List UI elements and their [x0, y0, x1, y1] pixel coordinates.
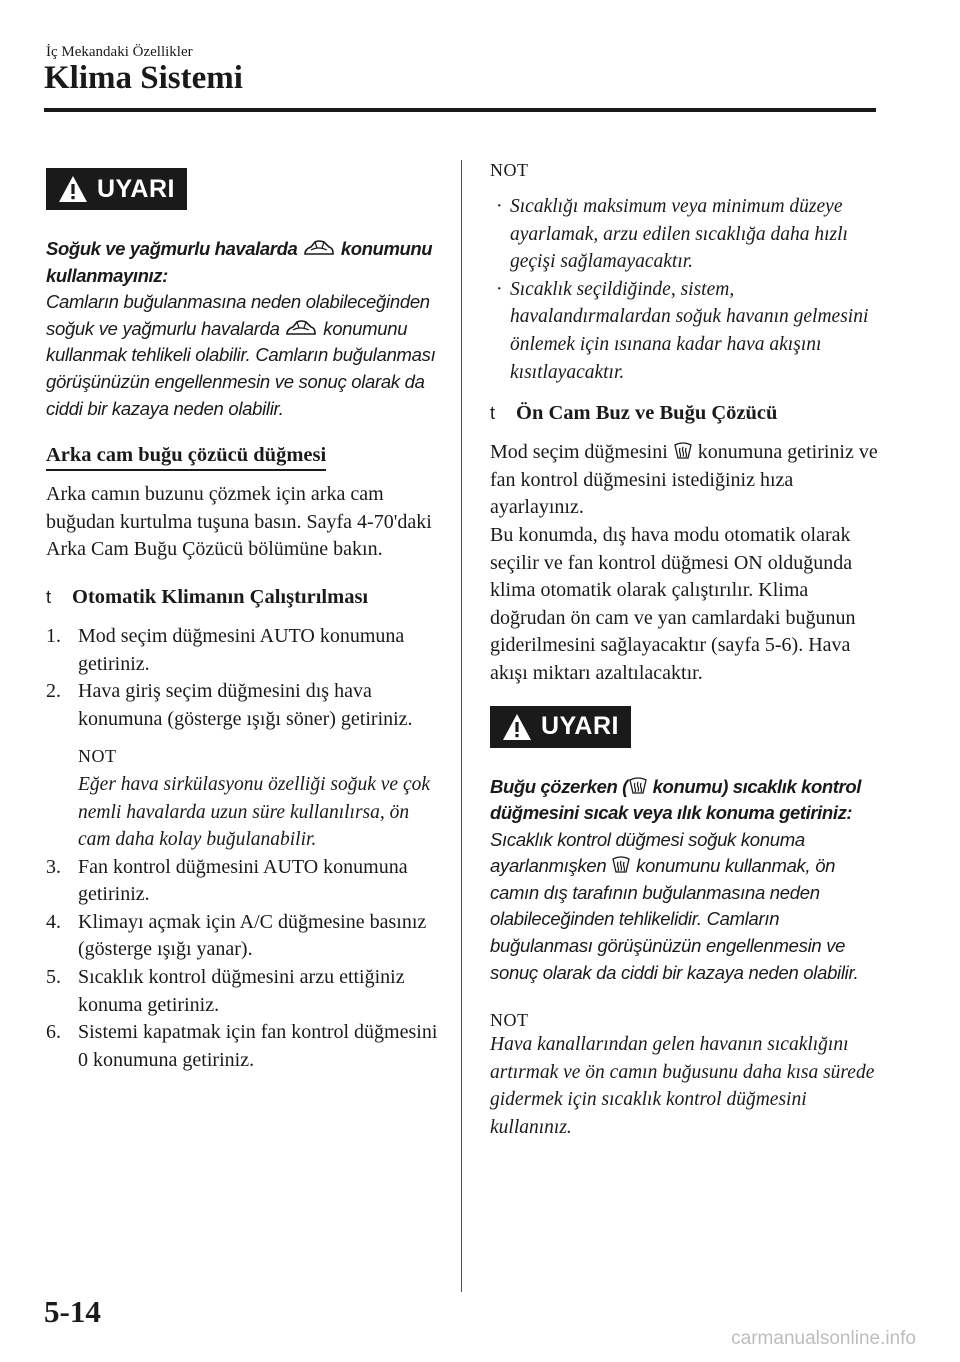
watermark: carmanualsonline.info — [731, 1328, 916, 1349]
warning-block — [46, 236, 438, 422]
rear-defrost-text: Arka camın buzunu çözmek için arka cam buğudan kurtulma tuşuna basın. Sayfa 4-70'daki Arka Cam Buğu Çözücü bölümüne bakın. — [46, 483, 432, 561]
list-item: 4. Klimayı açmak için A/C düğmesine basınız (gösterge ışığı yanar). — [46, 910, 427, 961]
windshield-defrost-heading: t Ön Cam Buz ve Buğu Çözücü — [490, 402, 778, 425]
note-label: NOT — [490, 160, 529, 180]
list-item: · Sıcaklık seçildiğinde, sistem, havalandırmalardan soğuk havanın gelmesini önlemek için ısınana kadar hava akışını kısıtlayacaktır. — [490, 276, 882, 386]
warning-triangle-icon — [502, 713, 532, 741]
section-marker: t — [490, 403, 496, 424]
title-rule — [44, 108, 876, 112]
auto-operation-heading: t Otomatik Klimanın Çalıştırılması — [46, 585, 369, 608]
right-column — [490, 160, 882, 1142]
list-item: 1. Mod seçim düğmesini AUTO konumuna getiriniz. — [46, 624, 405, 675]
warning-text: Camların buğulanmasına neden olabileceğinden soğuk ve yağmurlu havalarda konumunu kullanmak tehlikeli olabilir. Camların buğulanması görüşünüzün engellenmesin ve sonuç olarak da ciddi bir kazaya neden olabilir. — [46, 291, 436, 419]
page-number: 5-14 — [44, 1294, 101, 1329]
section-marker: t — [46, 586, 52, 607]
defrost-icon — [611, 855, 631, 874]
warning-triangle-icon — [58, 175, 88, 203]
windshield-car-icon — [302, 238, 336, 258]
windshield-defrost-text: Mod seçim düğmesini konumuna getiriniz ve fan kontrol düğmesini istediğiniz hıza ayarlayınız. — [490, 441, 878, 519]
windshield-defrost-text-2: Bu konumda, dış hava modu otomatik olarak seçilir ve fan kontrol düğmesi ON olduğunda klima otomatik olarak çalıştırılır. Klima doğrudan ön cam ve yan camlardaki buğunun giderilmesini sağlayacaktır (sayfa 5-6). Hava akışı miktarı azaltılacaktır. — [490, 523, 856, 684]
column-divider — [461, 160, 462, 1292]
warning-heading: Buğu çözerken ( konumu) sıcaklık kontrol düğmesini sıcak veya ılık konuma getiriniz: — [490, 775, 861, 824]
list-item: · Sıcaklığı maksimum veya minimum düzeye ayarlamak, arzu edilen sıcaklığa daha hızlı geçişi sağlamayacaktır. — [490, 193, 882, 276]
note-list — [490, 193, 882, 386]
defrost-icon — [673, 441, 693, 460]
warning-badge-label: UYARI — [541, 712, 619, 740]
rear-defrost-heading: Arka cam buğu çözücü düğmesi — [46, 444, 326, 471]
list-item: 3. Fan kontrol düğmesini AUTO konumuna getiriniz. — [46, 855, 408, 906]
warning-badge — [490, 706, 631, 748]
defrost-icon — [628, 776, 648, 795]
note-block: NOT Hava kanallarından gelen havanın sıcaklığını artırmak ve ön camın buğusunu daha kısa sürede gidermek için sıcaklık kontrol düğmesini kullanınız. — [490, 1010, 875, 1139]
page-title: Klima Sistemi — [44, 60, 243, 96]
list-item: 6. Sistemi kapatmak için fan kontrol düğmesini 0 konumuna getiriniz. — [46, 1021, 438, 1071]
warning-badge — [46, 168, 187, 210]
warning-heading: Soğuk ve yağmurlu havalarda konumunu kullanmayınız: — [46, 238, 433, 286]
windshield-car-icon — [284, 318, 318, 338]
left-column — [46, 168, 438, 1074]
breadcrumb: İç Mekandaki Özellikler — [46, 44, 193, 60]
warning-badge-label: UYARI — [97, 174, 175, 203]
auto-operation-steps — [46, 623, 438, 1075]
warning-text: Sıcaklık kontrol düğmesi soğuk konuma ayarlanmışken konumunu kullanmak, ön camın dış tarafının buğulanmasına neden olabileceğinden tehlikelidir. Camların buğulanması görüşünüzün engellenmesin ve sonuç olarak da ciddi bir kazaya neden olabilir. — [490, 828, 859, 983]
step-note: NOT Eğer hava sirkülasyonu özelliği soğuk ve çok nemli havalarda uzun süre kullanılırsa, ön cam daha kolay buğulanabilir. — [78, 746, 430, 851]
list-item: 2. Hava giriş seçim düğmesini dış hava konumuna (gösterge ışığı söner) getiriniz. NOT Eğer hava sirkülasyonu özelliği soğuk ve çok nemli havalarda uzun süre kullanılırsa, ön cam daha kolay buğulanabilir. — [46, 678, 438, 854]
list-item: 5. Sıcaklık kontrol düğmesini arzu ettiğiniz konuma getiriniz. — [46, 966, 405, 1016]
warning-block — [490, 774, 882, 987]
